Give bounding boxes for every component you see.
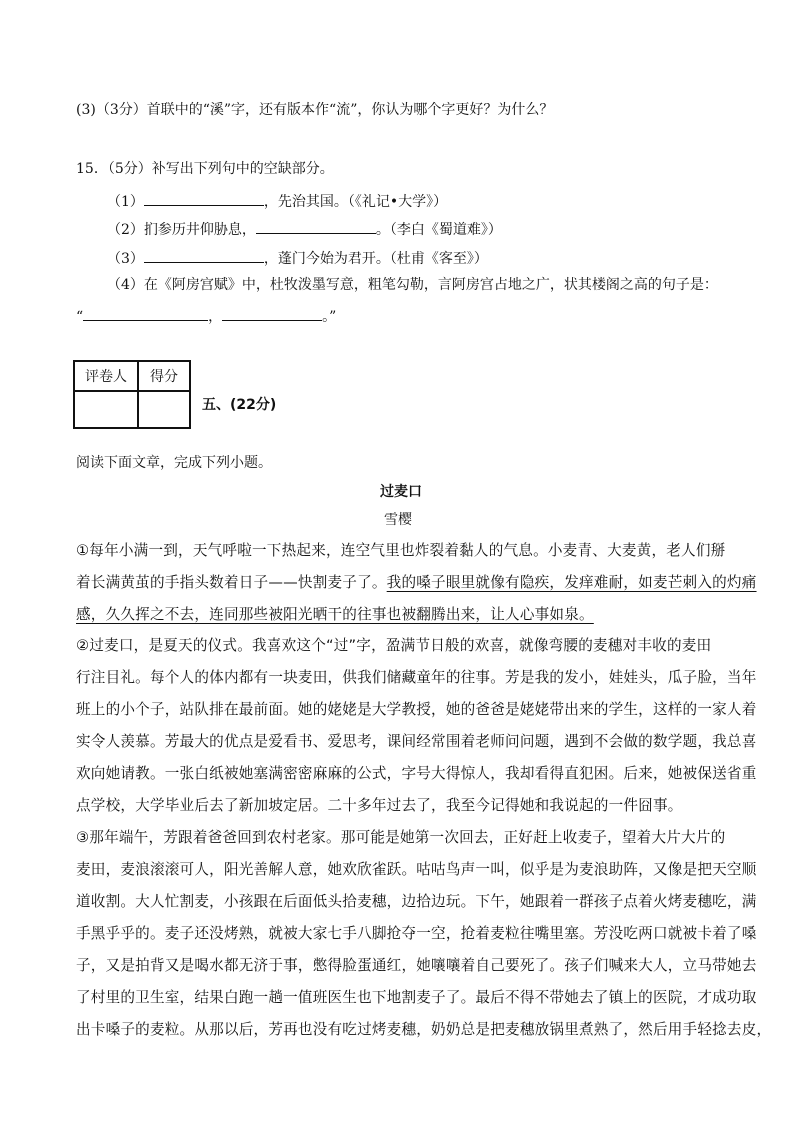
close-quote: 。” — [322, 309, 337, 325]
paragraph-line: 麦田，麦浪滚滚可人，阳光善解人意，她欢欣雀跃。咕咕鸟声一叫，似乎是为麦浪助阵，又像是把天空顺 — [76, 861, 757, 878]
paragraph-line: ③那年端午，芳跟着爸爸回到农村老家。那可能是她第一次回去，正好赶上收麦子，望着大片大片的 — [76, 829, 726, 846]
section-5-heading: 五、(22分) — [202, 397, 277, 413]
item-2-tail: 。（李白《蜀道难》） — [375, 222, 502, 238]
fill-blank[interactable] — [256, 219, 376, 234]
paragraph-1 — [76, 535, 757, 631]
fill-blank[interactable] — [83, 306, 208, 321]
paragraph-line: 出卡嗓子的麦粒。从那以后，芳再也没有吃过烤麦穗，奶奶总是把麦穗放锅里煮熟了，然后用手轻捻去皮， — [76, 1021, 772, 1038]
item-1-text: ，先治其国。（《礼记•大学》） — [263, 194, 448, 210]
paragraph-line: 了村里的卫生室，结果白跑一趟一值班医生也下地割麦子了。最后不得不带她去了镇上的医院，才成功取 — [76, 989, 757, 1006]
question-15-item-4: （4）在《阿房宫赋》中，杜牧泼墨写意，粗笔勾勒，言阿房宫占地之广，状其楼阁之高的句子是： — [107, 277, 718, 293]
paragraph-line: 班上的小个子，站队排在最前面。她的姥姥是大学教授，她的爸爸是姥姥带出来的学生，这样的一家人着 — [76, 701, 757, 718]
paragraph-line: 道收割。大人忙割麦，小孩跟在后面低头拾麦穗，边拾边玩。下午，她跟着一群孩子点着火烤麦穗吃，满 — [76, 893, 757, 910]
question-14-3: (3)（3分）首联中的“溪”字，还有版本作“流”，你认为哪个字更好？为什么？ — [76, 102, 554, 118]
paragraph-line: ②过麦口，是夏天的仪式。我喜欢这个“过”字，盈满节日般的欢喜，就像弯腰的麦穗对丰收的麦田 — [76, 637, 712, 654]
paragraph-line: 行注目礼。每个人的体内都有一块麦田，供我们储藏童年的往事。芳是我的发小，娃娃头，瓜子脸，当年 — [76, 669, 757, 686]
question-15-item-4-answer — [76, 306, 336, 326]
question-15-item-2 — [107, 219, 502, 239]
score-cell[interactable] — [138, 391, 190, 428]
score-header: 得分 — [138, 361, 190, 391]
question-15-title: 15．（5分）补写出下列句中的空缺部分。 — [76, 161, 334, 177]
article-title: 过麦口 — [380, 484, 422, 500]
open-quote: “ — [76, 309, 84, 325]
underlined-sentence: 我的嗓子眼里就像有隐疾，发痒难耐，如麦芒刺入的灼痛 — [386, 574, 757, 591]
underlined-sentence: 感，久久挥之不去，连同那些被阳光晒干的往事也被翻腾出来，让人心事如泉。 — [76, 606, 594, 623]
fill-blank[interactable] — [144, 248, 264, 263]
comma: ， — [208, 309, 223, 325]
paragraph-line: 实令人羡慕。芳最大的优点是爱看书、爱思考，课间经常围着老师问问题，遇到不会做的数学题，我总喜 — [76, 733, 757, 750]
question-15-item-1 — [107, 191, 447, 211]
paragraph-line — [76, 567, 757, 599]
item-3-text: ，蓬门今始为君开。（杜甫《客至》） — [263, 251, 488, 267]
item-1-number: （1） — [107, 194, 144, 210]
paragraph-line: 欢向她请教。一张白纸被她塞满密密麻麻的公式，字号大得惊人，我却看得直犯困。后来，她被保送省重 — [76, 765, 757, 782]
paragraph-text: 着长满黄茧的手指头数着日子——快割麦子了。 — [76, 574, 387, 591]
paragraph-3 — [76, 822, 772, 1046]
reviewer-header: 评卷人 — [74, 361, 138, 391]
reading-instruction: 阅读下面文章，完成下列小题。 — [76, 455, 272, 471]
reviewer-cell[interactable] — [74, 391, 138, 428]
paragraph-line: 手黑乎乎的。麦子还没烤熟，就被大家七手八脚抢夺一空，抢着麦粒往嘴里塞。芳没吃两口就被卡着了嗓 — [76, 925, 757, 942]
fill-blank[interactable] — [222, 306, 322, 321]
fill-blank[interactable] — [144, 191, 264, 206]
question-15-item-3 — [107, 248, 488, 268]
paragraph-line: ①每年小满一到，天气呼啦一下热起来，连空气里也炸裂着黏人的气息。小麦青、大麦黄，老人们掰 — [76, 542, 726, 559]
paragraph-line: 子，又是拍背又是喝水都无济于事，憋得脸蛋通红，她嚷嚷着自己要死了。孩子们喊来大人，立马带她去 — [76, 957, 757, 974]
paragraph-2 — [76, 630, 757, 822]
item-2-text: （2）扪参历井仰胁息， — [107, 222, 256, 238]
article-author: 雪樱 — [384, 512, 412, 528]
score-table — [73, 360, 191, 429]
paragraph-line: 点学校，大学毕业后去了新加坡定居。二十多年过去了，我至今记得她和我说起的一件囧事。 — [76, 797, 683, 814]
item-3-number: （3） — [107, 251, 144, 267]
